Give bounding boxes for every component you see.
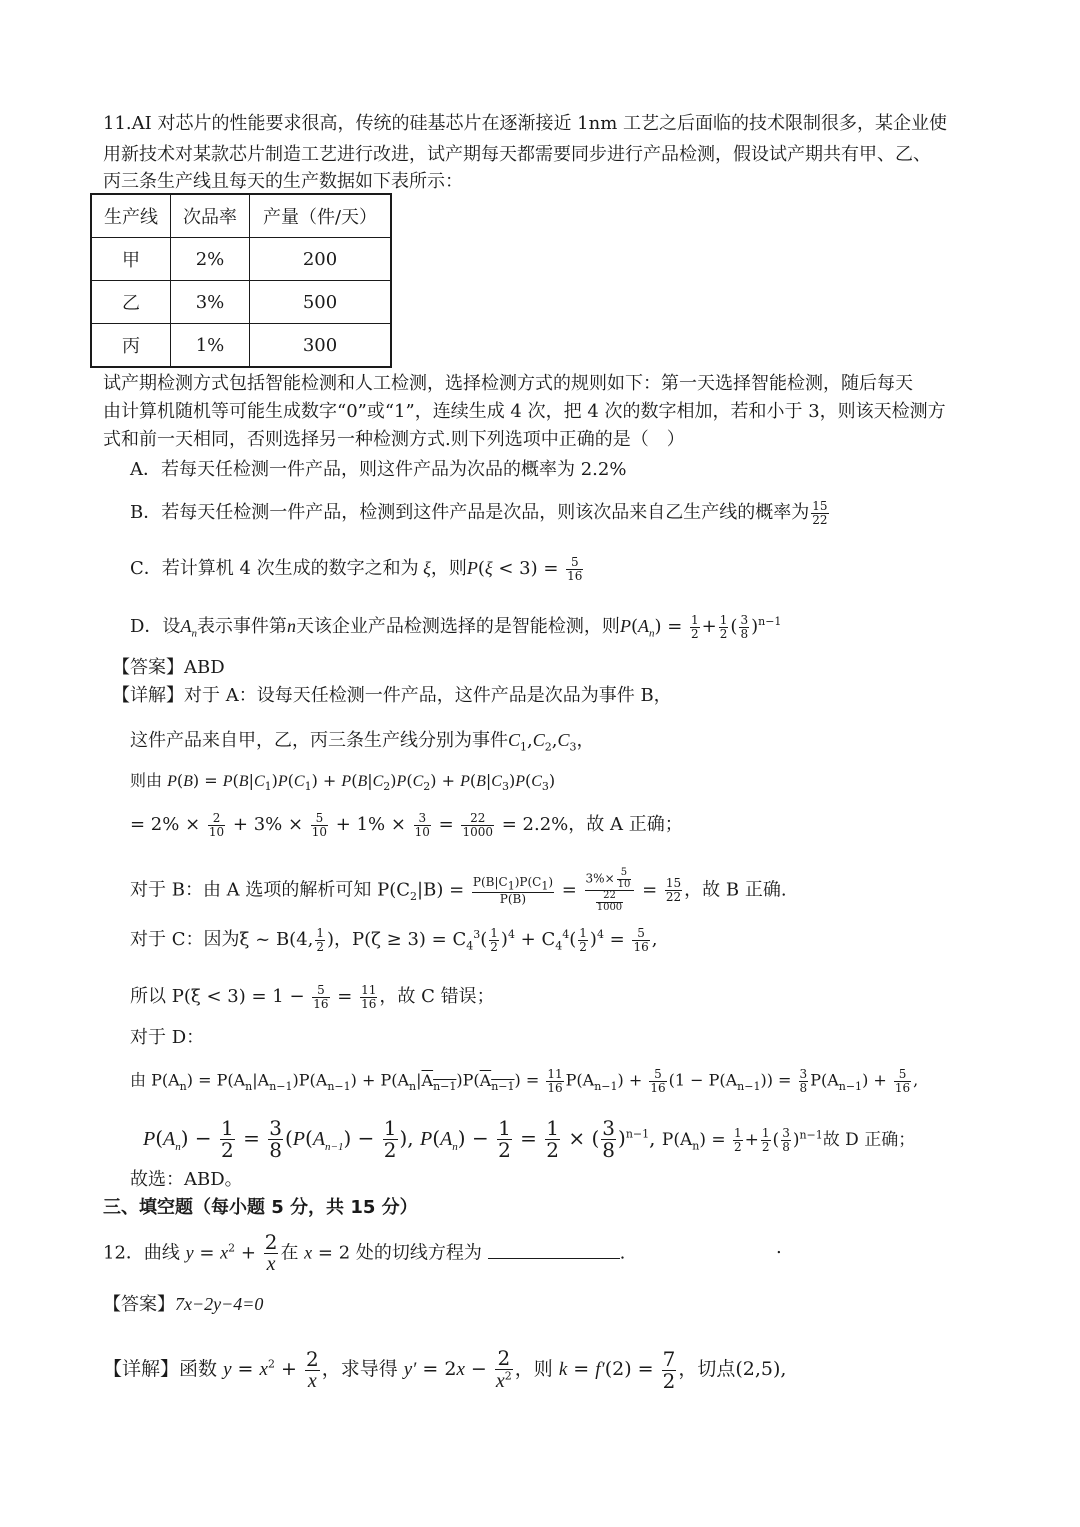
q12-stem: 12．曲线 $y = x^2$ + $\frac{2}{x}$ 在 x = 2 处的切线方程为 . (103, 1230, 626, 1275)
q11-detail-c: 对于 C：因为ξ ~ B(4, $\frac{1}{2}$ )，$P(\zeta \ge 3) = C_4^3$( $\frac{1}{2}$ )$^4 + C_4^4$( $\frac{1}{2}$ )$^4$ = $\frac{5}{16}$ , (130, 926, 658, 954)
conclusion-d: 故 D 正确； (822, 1130, 916, 1150)
q12-answer (103, 1294, 263, 1316)
conclusion-c: ，故 C 错误； (379, 986, 495, 1008)
table-header-cell: 生产线 (91, 194, 171, 238)
table-row (91, 281, 391, 324)
conclusion-a: ，故 A 正确； (568, 814, 683, 836)
option-d-c: 天该企业产品检测选择的是智能检测，则 (295, 616, 620, 638)
q12-stem-a: 12．曲线 (103, 1242, 180, 1264)
q12-stem-dot: . (776, 1237, 782, 1258)
table-header-cell: 产量（件/天） (250, 194, 392, 238)
table-header-row (91, 194, 391, 238)
detail-a-text: 对于 A：设每天任检测一件产品，这件产品是次品为事件 B， (184, 685, 672, 706)
q12-detail-b: ，求导得 (321, 1358, 398, 1380)
q11-rule-line2: 由计算机随机等可能生成数字“0”或“1”，连续生成 4 次，把 4 次的数字相加，若和小于 3，则该天检测方 (103, 401, 946, 422)
q12-detail-d: ，切点(2,5), (678, 1358, 787, 1380)
q11-total-prob-calc: = 2% × $\frac{2}{10}$ + 3% × $\frac{5}{10}$ + 1% × $\frac{3}{10}$ = $\frac{22}{1000}$ = 2.2%，故 A 正确； (130, 811, 683, 839)
q11-geometric-line: $P(A_n)$ − $\frac{1}{2}$ = $\frac{3}{8}$ ($P(A_{n-1})$ − $\frac{1}{2}$ ), $P(A_n)$ − $\frac{1}{2}$ = $\frac{1}{2}$ × ( $\frac{3}{8}$ )$^{n-1}$, $P(A_n)$ = $\frac{1}{2}$ + $\frac{1}{2}$ ( $\frac{3}{8}$ )$^{n-1}$故 D 正确； (143, 1116, 916, 1162)
q11-stem-line2: 用新技术对某款芯片制造工艺进行改进，试产期每天都需要同步进行产品检测，假设试产期共有甲、乙、 (103, 144, 931, 165)
option-a: A．若每天任检测一件产品，则这件产品为次品的概率为 2.2% (130, 459, 627, 480)
table-cell: 1% (171, 324, 250, 368)
table-cell: 乙 (91, 281, 171, 324)
q12-detail-a: 函数 (179, 1358, 218, 1380)
table-cell: 200 (250, 238, 392, 281)
table-cell: 丙 (91, 324, 171, 368)
option-c-text: C．若计算机 4 次生成的数字之和为 (130, 558, 419, 580)
q12-stem-b: 在 (280, 1242, 299, 1264)
q12-detail-c: ，则 (514, 1358, 553, 1380)
q11-detail-c-so: 所以 P(ξ < 3) = 1 − $\frac{5}{16}$ = $\frac{11}{16}$ ，故 C 错误； (130, 983, 495, 1011)
option-b-text: B．若每天任检测一件产品，检测到这件产品是次品，则该次品来自乙生产线的概率为 (130, 502, 810, 524)
q11-events-line: 这件产品来自甲，乙，丙三条生产线分别为事件$C_1,C_2,C_3$， (130, 730, 595, 754)
table-cell: 2% (171, 238, 250, 281)
q11-stem-line1: 11.AI 对芯片的性能要求很高，传统的硅基芯片在逐渐接近 1nm 工艺之后面临的技术限制很多，某企业使 (103, 113, 948, 134)
q11-detail-b: 对于 B：由 A 选项的解析可知 $P(C_2|B)$ = $\frac{P(B|C_1)P(C_1)}{P(B)}$ = 3%× $\frac{5}{10}$ $\frac{22}{1000}$ = $\frac{15}{22}$ ，故 B 正确. (130, 867, 787, 913)
table-cell: 3% (171, 281, 250, 324)
q12-detail-label: 【详解】 (103, 1358, 180, 1380)
option-c-then: ，则 (430, 558, 467, 580)
conclusion-b: ，故 B 正确. (684, 879, 787, 901)
by-text: 由 (130, 1070, 147, 1090)
q11-choose: 故选：ABD。 (130, 1169, 243, 1190)
q11-rule-line1: 试产期检测方式包括智能检测和人工检测，选择检测方式的规则如下：第一天选择智能检测，随后每天 (103, 373, 913, 394)
table-cell: 300 (250, 324, 392, 368)
q12-stem-end: . (619, 1242, 626, 1264)
answer-value: ABD (184, 657, 225, 678)
q11-recurrence-line: 由 $P(A_n) = P(A_n|A_{n-1})P(A_{n-1}) + P(A_n|A_{n-1})P(A_{n-1})$ = $\frac{11}{16}$ $P(A_{n-1})$ + $\frac{5}{16}$ $(1 - P(A_{n-1}))$ = $\frac{3}{8}$ $P(A_{n-1})$ + $\frac{5}{16}$ , (130, 1067, 919, 1095)
option-b: B．若每天任检测一件产品，检测到这件产品是次品，则该次品来自乙生产线的概率为 $\frac{15}{22}$ (130, 499, 828, 527)
answer-label: 【答案】 (112, 657, 184, 678)
table-row (91, 324, 391, 368)
events-text: 这件产品来自甲，乙，丙三条生产线分别为事件 (130, 730, 508, 751)
q11-detail-a (112, 686, 672, 707)
q11-rule-line3: 式和前一天相同，否则选择另一种检测方式.则下列选项中正确的是（ ） (103, 429, 685, 450)
q11-stem-line3: 丙三条生产线且每天的生产数据如下表所示： (103, 171, 463, 192)
option-d-a: D．设 (130, 616, 181, 638)
section-title: 三、填空题（每小题 5 分，共 15 分） (103, 1197, 418, 1218)
option-c: C．若计算机 4 次生成的数字之和为 ξ，则P(ξ < 3) = $\frac{5}{16}$ (130, 555, 583, 583)
table-row (91, 238, 391, 281)
table-cell: 500 (250, 281, 392, 324)
detail-b-text: 对于 B：由 A 选项的解析可知 (130, 879, 372, 901)
q11-answer (112, 658, 225, 679)
detail-c-text: 对于 C：因为 (130, 929, 240, 951)
option-d: D．设$A_n$表示事件第n天该企业产品检测选择的是智能检测，则$P(A_n)$ = $\frac{1}{2}$ + $\frac{1}{2}$ ( $\frac{3}{8}$ )$^{n-1}$ (130, 613, 782, 641)
q12-answer-value: 7x−2y−4=0 (175, 1294, 264, 1314)
q12-stem-c: 处的切线方程为 (355, 1242, 482, 1264)
table-header-cell: 次品率 (171, 194, 250, 238)
detail-label: 【详解】 (112, 685, 184, 706)
q11-total-prob-line: 则由 $P(B) = P(B|C_1)P(C_1) + P(B|C_2)P(C_2) + P(B|C_3)P(C_3)$ (130, 771, 556, 794)
q12-answer-label: 【答案】 (103, 1294, 175, 1315)
then-by-text: 则由 (130, 771, 163, 790)
so-text: 所以 (130, 986, 166, 1008)
answer-blank[interactable] (488, 1240, 620, 1259)
option-d-b: 表示事件第 (196, 616, 287, 638)
production-table (90, 193, 392, 368)
q12-detail: 【详解】函数 $y = x^2$ + $\frac{2}{x}$ ，求导得 y′ = 2x − $\frac{2}{x^2}$ ，则 k = f′(2) = $\frac{7}{2}$ ，切点(2,5), (103, 1346, 787, 1393)
table-cell: 甲 (91, 238, 171, 281)
q11-detail-d: 对于 D： (130, 1027, 205, 1048)
